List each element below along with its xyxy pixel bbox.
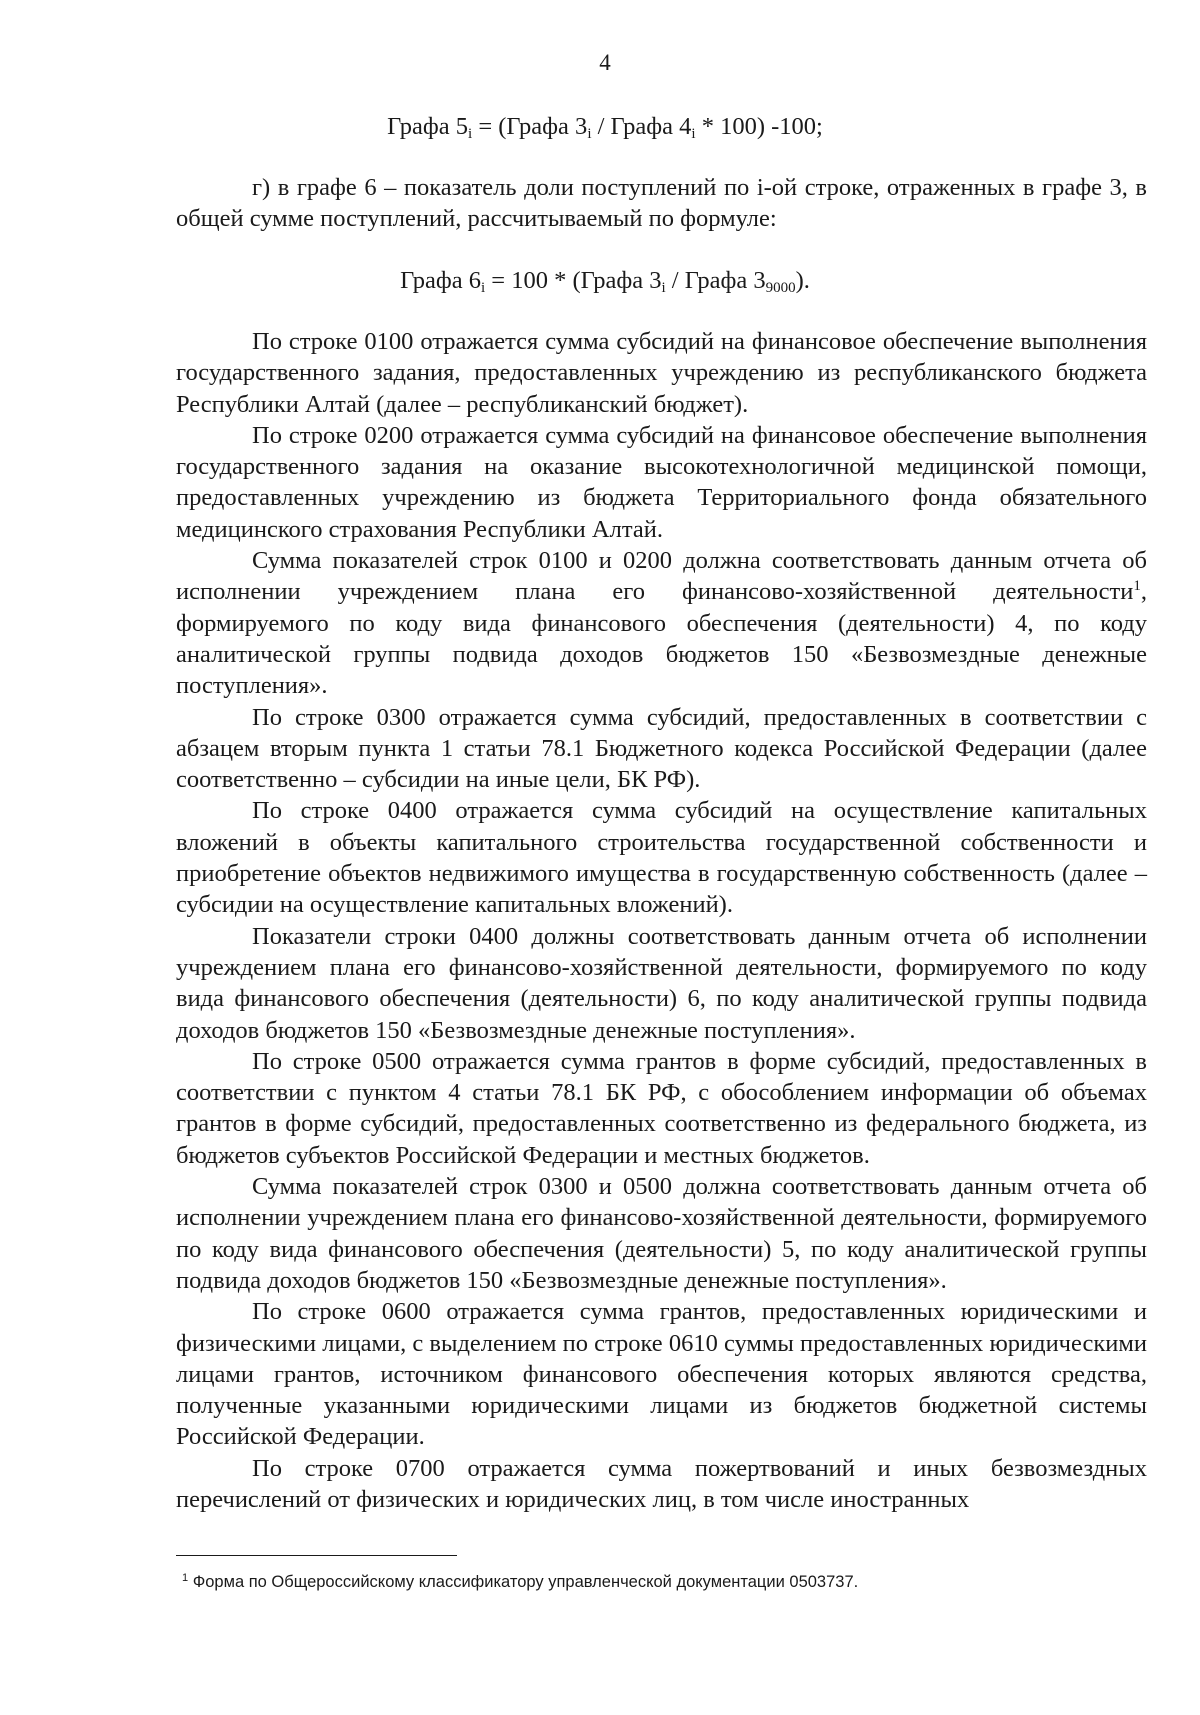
formula-subscript: i	[661, 280, 666, 296]
item-g-paragraph: г) в графе 6 – показатель доли поступлений по i-ой строке, отраженных в графе 3, в общей сумме поступлений, рассчитываемый по формуле:	[176, 174, 1147, 233]
paragraph-line-0400-indicators: Показатели строки 0400 должны соответствовать данным отчета об исполнении учреждением плана его финансово-хозяйственной деятельности, формируемого по коду вида финансового обеспечения (деятельности) 6, по коду аналитической группы подвида доходов бюджетов 150 «Безвозмездные денежные поступления».	[176, 922, 1147, 1044]
formula-text: Графа 5	[387, 113, 469, 140]
formula-text: Графа 6	[400, 267, 481, 294]
footnote-separator	[176, 1555, 457, 1556]
paragraph-text: , формируемого по коду вида финансового обеспечения (деятельности) 4, по коду аналитической группы подвида доходов бюджетов 150 «Безвозмездные денежные поступления».	[176, 578, 1147, 700]
formula-subscript: i	[691, 126, 696, 142]
paragraph-line-0200: По строке 0200 отражается сумма субсидий на финансовое обеспечение выполнения государственного задания на оказание высокотехнологичной медицинской помощи, предоставленных учреждению из бюджета Территориального фонда обязательного медицинского страхования Республики Алтай.	[176, 421, 1147, 543]
footnote-reference: 1	[1133, 578, 1141, 595]
paragraph-text: Сумма показателей строк 0100 и 0200 должна соответствовать данным отчета об исполнении учреждением плана его финансово-хозяйственной деятельности	[176, 547, 1147, 606]
footnote-mark: 1	[182, 1572, 189, 1584]
formula-subscript: 9000	[765, 280, 796, 296]
formula-subscript: i	[468, 126, 473, 142]
formula-text: / Графа 3	[665, 267, 766, 294]
formula-grafa-5	[0, 111, 1200, 142]
paragraph-line-0100: По строке 0100 отражается сумма субсидий на финансовое обеспечение выполнения государственного задания, предоставленных учреждению из республиканского бюджета Республики Алтай (далее – республиканский бюджет).	[176, 328, 1147, 418]
item-g-block	[176, 172, 1147, 235]
paragraph-line-0500: По строке 0500 отражается сумма грантов в форме субсидий, предоставленных в соответствии с пунктом 4 статьи 78.1 БК РФ, с обособлением информации об объемах грантов в форме субсидий, предоставленных соответственно из федерального бюджета, из бюджетов субъектов Российской Федерации и местных бюджетов.	[176, 1047, 1147, 1169]
paragraph-sum-0100-0200	[176, 545, 1147, 701]
formula-text: = 100 * (Графа 3	[485, 267, 662, 294]
paragraph-line-0700: По строке 0700 отражается сумма пожертвований и иных безвозмездных перечислений от физических и юридических лиц, в том числе иностранных	[176, 1454, 1147, 1513]
paragraph-line-0300: По строке 0300 отражается сумма субсидий, предоставленных в соответствии с абзацем вторым пункта 1 статьи 78.1 Бюджетного кодекса Российской Федерации (далее соответственно – субсидии на иные цели, БК РФ).	[176, 703, 1147, 794]
formula-text: / Графа 4	[591, 113, 692, 140]
formula-subscript: i	[587, 126, 592, 142]
footnote	[182, 1571, 858, 1593]
formula-subscript: i	[480, 280, 486, 296]
body-text	[176, 326, 1147, 1515]
paragraph-sum-0300-0500: Сумма показателей строк 0300 и 0500 должна соответствовать данным отчета об исполнении учреждением плана его финансово-хозяйственной деятельности, формируемого по коду вида финансового обеспечения (деятельности) 5, по коду аналитической группы подвида доходов бюджетов 150 «Безвозмездные денежные поступления».	[176, 1173, 1147, 1294]
footnote-text: Форма по Общероссийскому классификатору управленческой документации 0503737.	[188, 1573, 859, 1591]
page-number: 4	[599, 50, 611, 75]
paragraph-line-0600: По строке 0600 отражается сумма грантов, предоставленных юридическими и физическими лицами, с выделением по строке 0610 суммы предоставленных юридическими лицами грантов, источником финансового обеспечения которых являются средства, полученные указанными юридическими лицами из бюджетов бюджетной системы Российской Федерации.	[176, 1298, 1147, 1451]
paragraph-line-0400: По строке 0400 отражается сумма субсидий на осуществление капитальных вложений в объекты капитального строительства государственной собственности и приобретение объектов недвижимого имущества в государственную собственность (далее – субсидии на осуществление капитальных вложений).	[176, 797, 1147, 919]
formula-grafa-6	[0, 265, 1200, 296]
formula-text: = (Графа 3	[472, 113, 588, 140]
formula-text: * 100) -100;	[695, 113, 823, 140]
formula-text: ).	[795, 267, 810, 294]
